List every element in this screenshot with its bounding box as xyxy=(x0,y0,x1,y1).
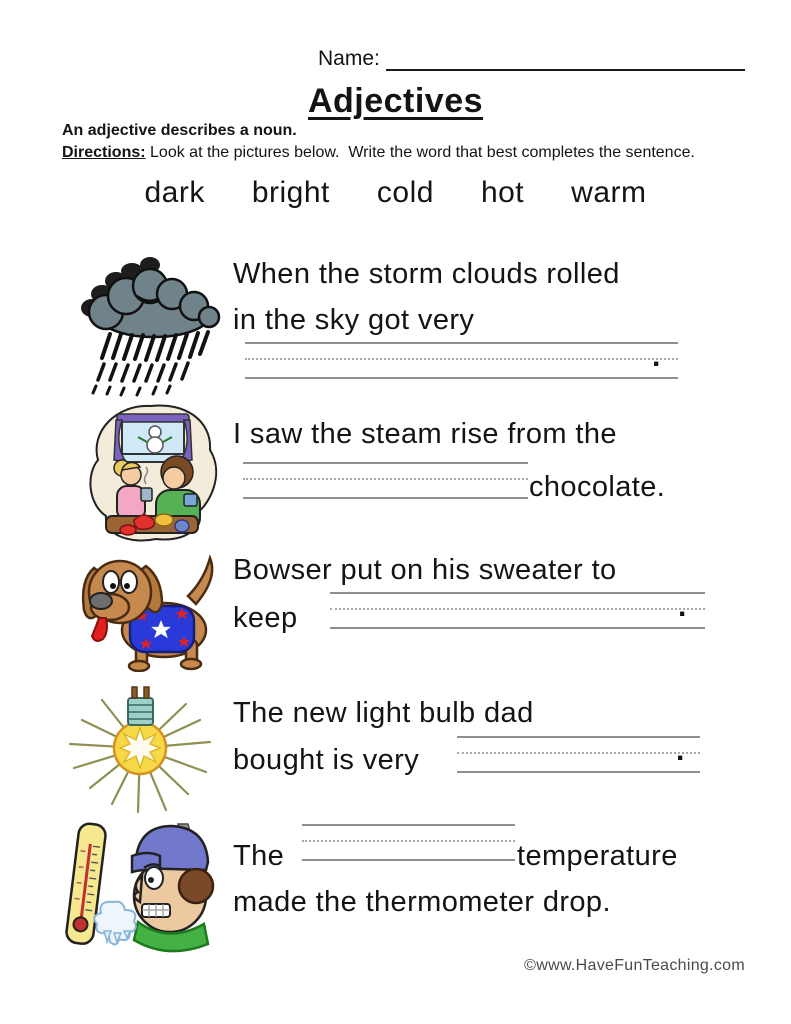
row2-sentence-after-blank: chocolate. xyxy=(529,471,666,503)
name-label: Name: xyxy=(318,47,380,70)
row4-period: . xyxy=(676,734,685,767)
row5-answer-blank[interactable] xyxy=(302,824,515,860)
word-bank-item-hot: hot xyxy=(480,176,525,209)
row3-period: . xyxy=(678,590,687,623)
directions xyxy=(62,144,695,162)
row2-sentence-line1: I saw the steam rise from the xyxy=(233,418,617,450)
row3-answer-blank[interactable] xyxy=(330,592,705,628)
directions-label: Directions: xyxy=(62,144,146,161)
word-bank xyxy=(0,176,791,210)
word-bank-item-cold: cold xyxy=(376,176,434,209)
row1-answer-blank[interactable] xyxy=(245,342,678,378)
row3-sentence-line1: Bowser put on his sweater to xyxy=(233,554,617,586)
copyright-footer: ©www.HaveFunTeaching.com xyxy=(524,957,745,974)
storm-clouds-icon xyxy=(66,250,234,398)
row4-answer-blank[interactable] xyxy=(457,736,700,772)
row1-sentence-line2: in the sky got very xyxy=(233,304,475,336)
hot-chocolate-icon xyxy=(84,402,220,544)
light-bulb-icon xyxy=(68,682,216,814)
directions-text: Look at the pictures below. Write the word that best completes the sentence. xyxy=(145,144,695,161)
row5-sentence-post: temperature xyxy=(517,840,678,872)
word-bank-item-dark: dark xyxy=(144,176,205,209)
dog-sweater-icon xyxy=(66,544,234,672)
row1-period: . xyxy=(652,340,661,373)
page-title: Adjectives xyxy=(307,82,484,120)
row1-sentence-line1: When the storm clouds rolled xyxy=(233,258,620,290)
row4-sentence-line2-pre: bought is very xyxy=(233,744,420,776)
row3-sentence-line2-pre: keep xyxy=(233,602,298,634)
row5-sentence-pre: The xyxy=(233,840,285,872)
word-bank-item-warm: warm xyxy=(571,176,647,209)
definition-text: An adjective describes a noun. xyxy=(62,122,297,139)
row2-answer-blank[interactable] xyxy=(243,462,528,498)
name-fill-in-line[interactable] xyxy=(386,69,745,71)
row4-sentence-line1: The new light bulb dad xyxy=(233,697,534,729)
rain-streaks xyxy=(102,332,208,360)
row5-sentence-line2: made the thermometer drop. xyxy=(233,886,611,918)
word-bank-item-bright: bright xyxy=(251,176,330,209)
cold-man-thermometer-icon xyxy=(58,818,218,958)
